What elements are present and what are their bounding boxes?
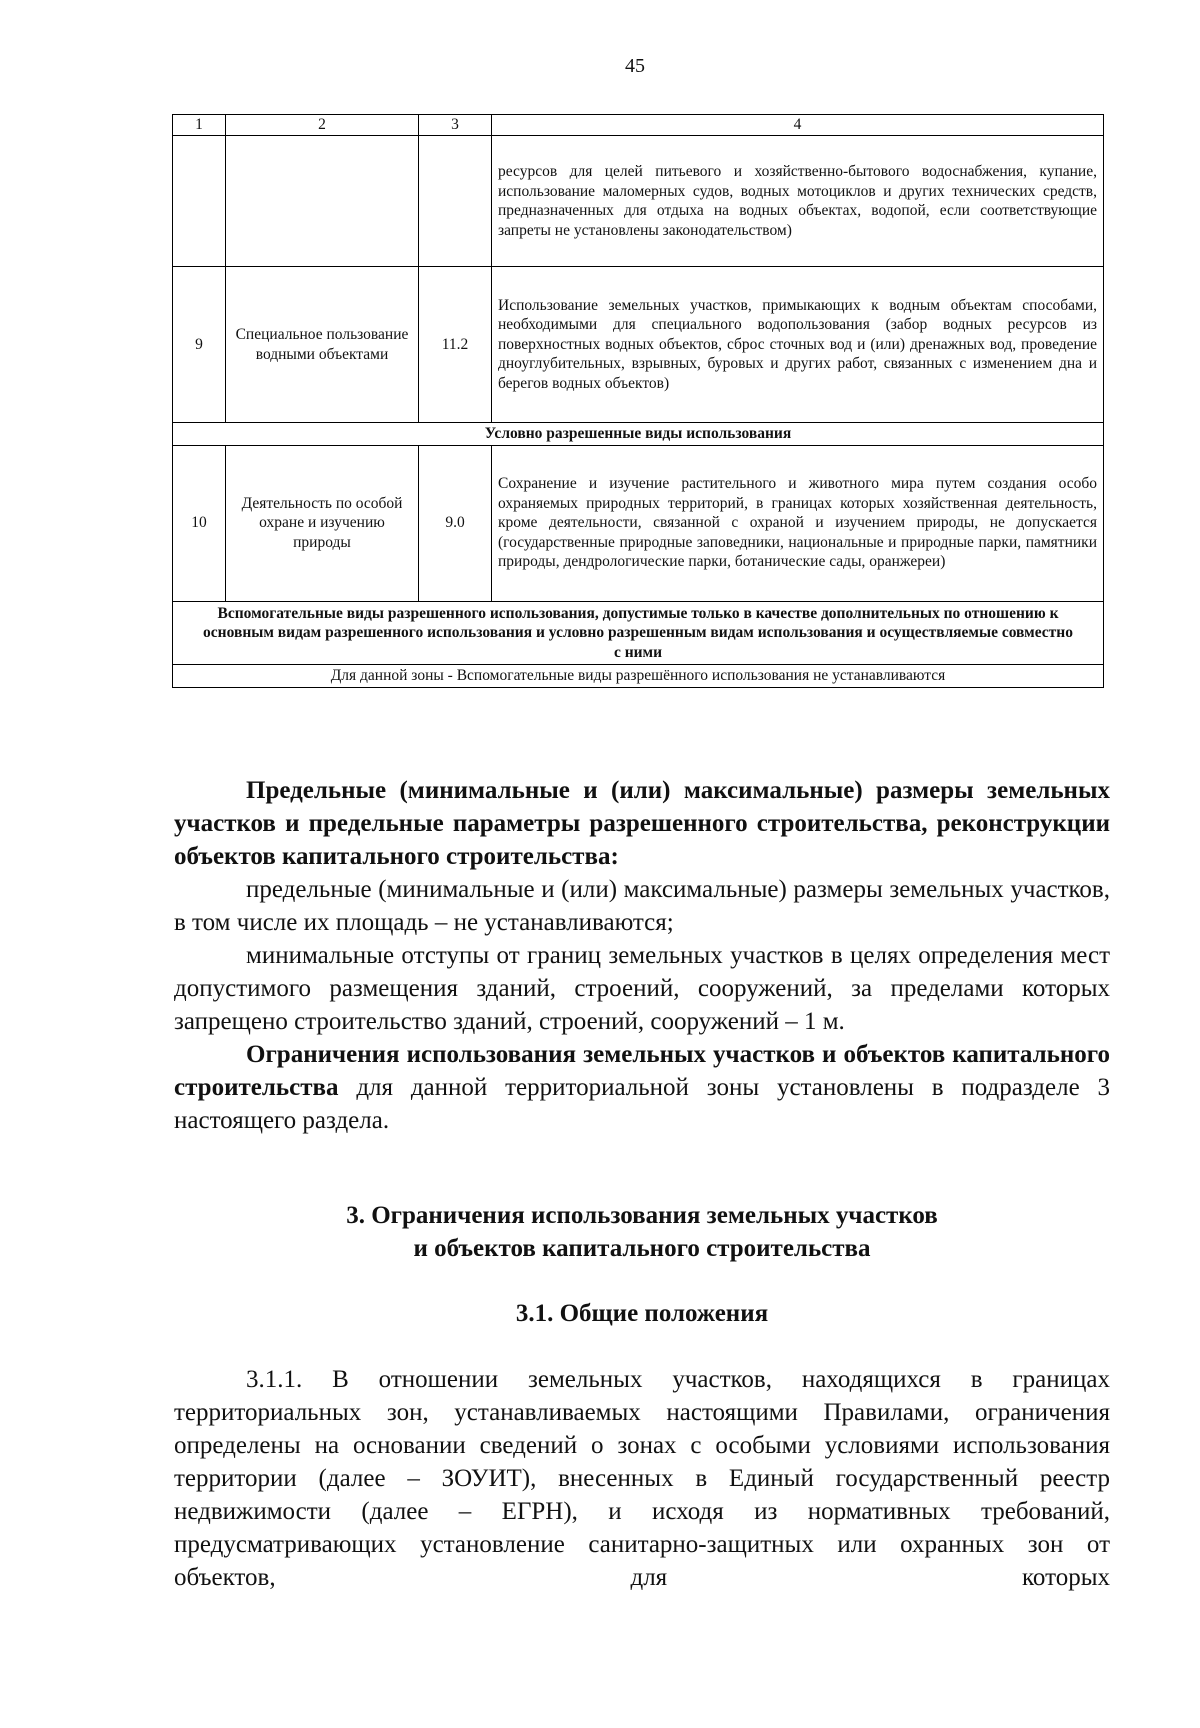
section-3-title bbox=[174, 1199, 1110, 1265]
limits-section bbox=[174, 774, 1110, 1137]
limits-heading: Предельные (минимальные и (или) максимальные) размеры земельных участков и предельные параметры разрешенного строительства, реконструкции объектов капитального строительства: bbox=[174, 777, 1110, 870]
header-col-1: 1 bbox=[173, 115, 226, 136]
row9-code: 11.2 bbox=[419, 267, 492, 423]
section-3-title-line-2: и объектов капитального строительства bbox=[413, 1235, 871, 1262]
subsection-3-1-title: 3.1. Общие положения bbox=[515, 1300, 769, 1327]
header-col-2: 2 bbox=[226, 115, 419, 136]
auxiliary-use-header-row bbox=[173, 601, 1104, 665]
land-use-table bbox=[172, 114, 1104, 688]
page-number: 45 bbox=[625, 55, 645, 77]
auxiliary-note-row bbox=[173, 665, 1104, 688]
subsection-3-1-title-block bbox=[174, 1297, 1110, 1330]
paragraph-3-1-1: 3.1.1. В отношении земельных участков, находящихся в границах территориальных зон, устанавливаемых настоящими Правилами, ограничения определены на основании сведений о зонах с особыми условиями использования территории (далее – ЗОУИТ), внесенных в Единый государственный реестр недвижимости (далее – ЕГРН), и исходя из нормативных требований, предусматривающих установление санитарно-защитных или охранных зон от объектов, для которых bbox=[174, 1366, 1110, 1591]
row10-number: 10 bbox=[173, 445, 226, 601]
limits-paragraph-2: минимальные отступы от границ земельных участков в целях определения мест допустимого размещения зданий, строений, сооружений, за пределами которых запрещено строительство зданий, строений, сооружений – 1 м. bbox=[174, 942, 1110, 1035]
restrictions-rest-text: для данной территориальной зоны установлены в подразделе 3 настоящего раздела. bbox=[174, 1074, 1110, 1134]
header-col-4: 4 bbox=[492, 115, 1104, 136]
limits-paragraph-1: предельные (минимальные и (или) максимальные) размеры земельных участков, в том числе их площадь – не устанавливаются; bbox=[174, 876, 1110, 936]
section-3-title-line-1: 3. Ограничения использования земельных участков bbox=[346, 1202, 938, 1229]
row9-description: Использование земельных участков, примыкающих к водным объектам способами, необходимыми для специального водопользования (забор водных ресурсов из поверхностных водных объектов, сброс сточных вод и (или) дренажных вод, проведение дноуглубительных, взрывных, буровых и других работ, связанных с изменением дна и берегов водных объектов) bbox=[492, 267, 1104, 423]
limits-paragraph-3 bbox=[174, 1038, 1110, 1137]
row10-code: 9.0 bbox=[419, 445, 492, 601]
continued-description: ресурсов для целей питьевого и хозяйственно-бытового водоснабжения, купание, использование маломерных судов, водных мотоциклов и других технических средств, предназначенных для отдыха на водных объектах, водопой, если соответствующие запреты не установлены законодательством) bbox=[492, 136, 1104, 267]
restrictions-bold-text: Ограничения использования земельных участков и объектов капитального строительства bbox=[174, 1041, 1110, 1101]
conditional-use-header-row bbox=[173, 423, 1104, 446]
row9-number: 9 bbox=[173, 267, 226, 423]
auxiliary-use-header: Вспомогательные виды разрешенного использования, допустимые только в качестве дополнительных по отношению к основным видам разрешенного использования и условно разрешенным видам использования и осуществляемые совместно с ними bbox=[173, 601, 1104, 665]
table-row-9 bbox=[173, 267, 1104, 423]
cell-empty bbox=[173, 136, 226, 267]
row10-description: Сохранение и изучение растительного и животного мира путем создания особо охраняемых природных территорий, в границах которых хозяйственная деятельность, кроме деятельности, связанной с охраной и изучением природы, не допускается (государственные природные заповедники, национальные и природные парки, памятники природы, дендрологические парки, ботанические сады, оранжереи) bbox=[492, 445, 1104, 601]
conditional-use-header: Условно разрешенные виды использования bbox=[173, 423, 1104, 446]
row9-name: Специальное пользование водными объектами bbox=[226, 267, 419, 423]
header-col-3: 3 bbox=[419, 115, 492, 136]
table-row-continued bbox=[173, 136, 1104, 267]
table-row-10 bbox=[173, 445, 1104, 601]
cell-empty bbox=[226, 136, 419, 267]
auxiliary-note: Для данной зоны - Вспомогательные виды разрешённого использования не устанавливаются bbox=[173, 665, 1104, 688]
cell-empty bbox=[419, 136, 492, 267]
row10-name: Деятельность по особой охране и изучению природы bbox=[226, 445, 419, 601]
paragraph-3-1-1-block bbox=[174, 1363, 1110, 1594]
table-header-row bbox=[173, 115, 1104, 136]
